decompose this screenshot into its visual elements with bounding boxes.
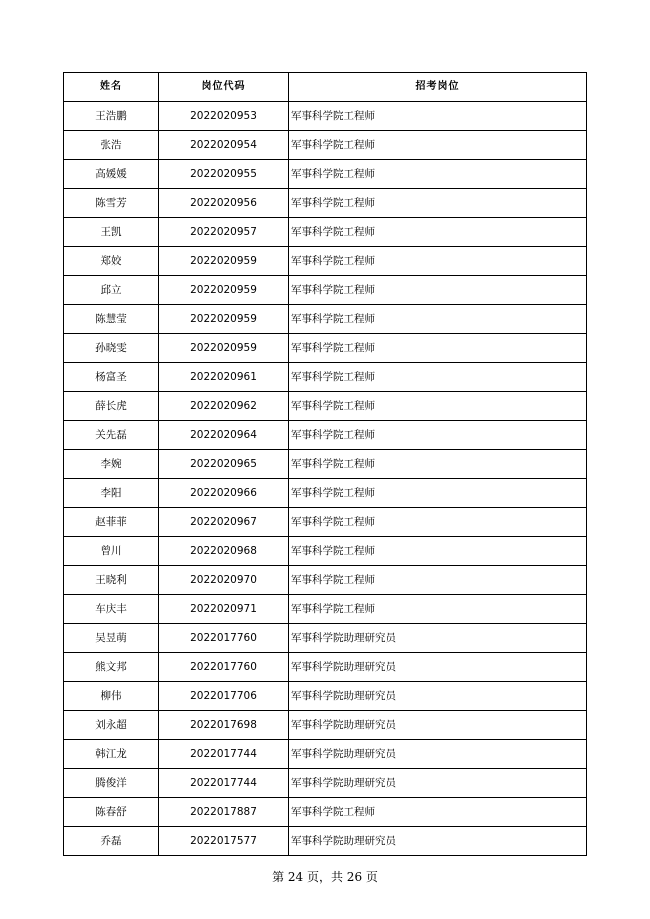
table-row [64, 798, 587, 827]
cell-post: 军事科学院工程师 [289, 421, 587, 450]
cell-code: 2022017887 [159, 798, 289, 827]
cell-code: 2022020957 [159, 218, 289, 247]
cell-code: 2022017577 [159, 827, 289, 856]
table-header-row [64, 73, 587, 102]
page-footer: 第 24 页，共 26 页 [272, 870, 378, 884]
cell-post: 军事科学院工程师 [289, 566, 587, 595]
cell-code: 2022020953 [159, 102, 289, 131]
cell-post: 军事科学院工程师 [289, 247, 587, 276]
cell-name: 王凯 [64, 218, 159, 247]
cell-code: 2022017760 [159, 653, 289, 682]
cell-post: 军事科学院工程师 [289, 276, 587, 305]
cell-name: 车庆丰 [64, 595, 159, 624]
cell-name: 刘永超 [64, 711, 159, 740]
cell-post: 军事科学院助理研究员 [289, 827, 587, 856]
cell-name: 曾川 [64, 537, 159, 566]
cell-name: 赵菲菲 [64, 508, 159, 537]
cell-name: 陈慧莹 [64, 305, 159, 334]
cell-post: 军事科学院工程师 [289, 218, 587, 247]
cell-post: 军事科学院助理研究员 [289, 740, 587, 769]
cell-post: 军事科学院工程师 [289, 508, 587, 537]
cell-name: 李婉 [64, 450, 159, 479]
cell-name: 陈春舒 [64, 798, 159, 827]
cell-name: 李阳 [64, 479, 159, 508]
cell-name: 乔磊 [64, 827, 159, 856]
cell-name: 关先磊 [64, 421, 159, 450]
cell-post: 军事科学院工程师 [289, 798, 587, 827]
cell-name: 高媛媛 [64, 160, 159, 189]
table-row [64, 566, 587, 595]
cell-post: 军事科学院工程师 [289, 131, 587, 160]
cell-code: 2022020959 [159, 305, 289, 334]
table-row [64, 827, 587, 856]
table-row [64, 102, 587, 131]
table-row [64, 711, 587, 740]
table-row [64, 653, 587, 682]
cell-post: 军事科学院助理研究员 [289, 769, 587, 798]
candidate-table [63, 72, 587, 856]
cell-post: 军事科学院工程师 [289, 363, 587, 392]
cell-name: 郑姣 [64, 247, 159, 276]
table-row [64, 392, 587, 421]
header-name: 姓名 [64, 73, 159, 102]
cell-name: 王浩鹏 [64, 102, 159, 131]
cell-name: 熊文邦 [64, 653, 159, 682]
table-row [64, 740, 587, 769]
cell-name: 腾俊洋 [64, 769, 159, 798]
cell-post: 军事科学院工程师 [289, 537, 587, 566]
table-row [64, 131, 587, 160]
cell-code: 2022020959 [159, 276, 289, 305]
cell-code: 2022020970 [159, 566, 289, 595]
table-row [64, 682, 587, 711]
table-row [64, 363, 587, 392]
cell-post: 军事科学院工程师 [289, 450, 587, 479]
cell-code: 2022017706 [159, 682, 289, 711]
table-row [64, 450, 587, 479]
cell-code: 2022020971 [159, 595, 289, 624]
cell-code: 2022020968 [159, 537, 289, 566]
table-row [64, 537, 587, 566]
cell-code: 2022020956 [159, 189, 289, 218]
table-body [64, 102, 587, 856]
table-row [64, 276, 587, 305]
cell-name: 杨富圣 [64, 363, 159, 392]
cell-code: 2022020959 [159, 247, 289, 276]
cell-code: 2022017698 [159, 711, 289, 740]
cell-name: 薛长虎 [64, 392, 159, 421]
cell-post: 军事科学院助理研究员 [289, 624, 587, 653]
cell-post: 军事科学院工程师 [289, 102, 587, 131]
cell-code: 2022020966 [159, 479, 289, 508]
table-row [64, 218, 587, 247]
cell-name: 孙晓雯 [64, 334, 159, 363]
cell-code: 2022017744 [159, 769, 289, 798]
cell-code: 2022017760 [159, 624, 289, 653]
cell-code: 2022020954 [159, 131, 289, 160]
table-row [64, 334, 587, 363]
cell-code: 2022020964 [159, 421, 289, 450]
table-row [64, 769, 587, 798]
table-row [64, 595, 587, 624]
table-row [64, 189, 587, 218]
cell-code: 2022020959 [159, 334, 289, 363]
cell-code: 2022020962 [159, 392, 289, 421]
cell-code: 2022020955 [159, 160, 289, 189]
header-code: 岗位代码 [159, 73, 289, 102]
header-post: 招考岗位 [289, 73, 587, 102]
cell-name: 张浩 [64, 131, 159, 160]
cell-name: 王晓利 [64, 566, 159, 595]
cell-post: 军事科学院助理研究员 [289, 653, 587, 682]
cell-code: 2022020965 [159, 450, 289, 479]
cell-code: 2022020967 [159, 508, 289, 537]
table-row [64, 421, 587, 450]
table-row [64, 479, 587, 508]
table-row [64, 624, 587, 653]
cell-post: 军事科学院工程师 [289, 189, 587, 218]
cell-post: 军事科学院工程师 [289, 334, 587, 363]
cell-name: 陈雪芳 [64, 189, 159, 218]
cell-name: 柳伟 [64, 682, 159, 711]
cell-code: 2022020961 [159, 363, 289, 392]
cell-name: 邱立 [64, 276, 159, 305]
cell-post: 军事科学院工程师 [289, 392, 587, 421]
cell-post: 军事科学院助理研究员 [289, 711, 587, 740]
cell-post: 军事科学院工程师 [289, 160, 587, 189]
cell-post: 军事科学院工程师 [289, 595, 587, 624]
table-row [64, 305, 587, 334]
cell-post: 军事科学院助理研究员 [289, 682, 587, 711]
cell-name: 韩江龙 [64, 740, 159, 769]
cell-post: 军事科学院工程师 [289, 305, 587, 334]
cell-code: 2022017744 [159, 740, 289, 769]
cell-post: 军事科学院工程师 [289, 479, 587, 508]
cell-name: 吴昱萌 [64, 624, 159, 653]
table-row [64, 160, 587, 189]
table-row [64, 508, 587, 537]
table-row [64, 247, 587, 276]
